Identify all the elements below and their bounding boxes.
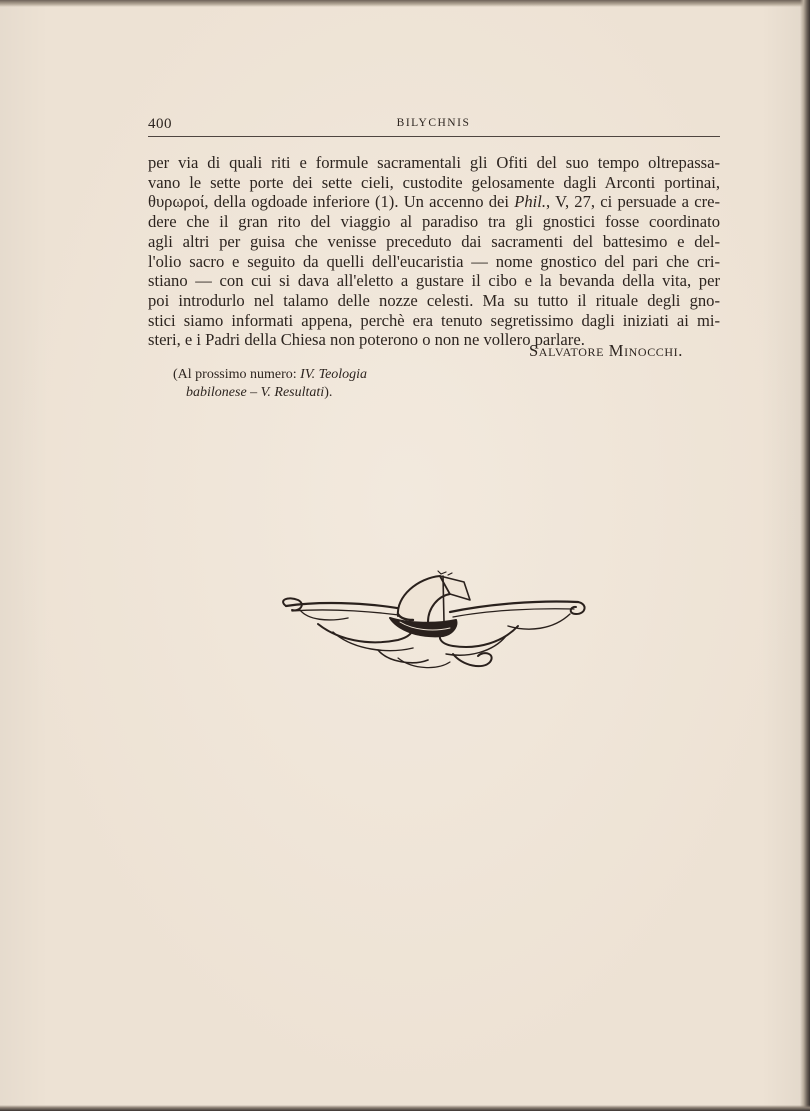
- page-top-edge: [0, 0, 810, 7]
- header-rule: [148, 136, 720, 137]
- text-line: l'olio sacro e seguito da quelli dell'eucaristia — nome gnostico del pari che cri-: [148, 251, 720, 271]
- text-line: poi introdurlo nel talamo delle nozze celesti. Ma su tutto il rituale degli gno-: [148, 290, 720, 310]
- page-bottom-edge: [0, 1105, 810, 1111]
- text-line: vano le sette porte dei sette cieli, custodite gelosamente dagli Arconti portinai,: [148, 172, 720, 192]
- next-issue-note: [173, 366, 433, 402]
- next-issue-line2: [173, 384, 433, 402]
- author-signature: Salvatore Minocchi.: [529, 341, 683, 360]
- journal-title: BILYCHNIS: [396, 117, 471, 129]
- page-number: 400: [148, 116, 172, 132]
- text-line: stici siamo informati appena, perchè era tenuto segretissimo dagli iniziati ai mi-: [148, 310, 720, 330]
- text-line: dere che il gran rito del viaggio al paradiso tra gli gnostici fosse coordinato: [148, 212, 720, 232]
- text-line: per via di quali riti e formule sacramentali gli Ofiti del suo tempo oltrepassa-: [148, 153, 720, 172]
- text-line: stiano — con cui si dava all'eletto a gustare il cibo e la bevanda della vita, per: [148, 271, 720, 291]
- text-line-end: , V, 27, ci persuade a cre-: [546, 192, 720, 212]
- next-issue-part5: babilonese – V. Resultati: [186, 385, 325, 400]
- page-right-edge: [800, 0, 810, 1111]
- phil-citation: Phil.: [514, 192, 547, 212]
- text-line: agli altri per guisa che venisse preceduto dai sacramenti del battesimo e del-: [148, 231, 720, 251]
- ship-on-waves-vignette: [278, 570, 588, 675]
- next-issue-part4: IV. Teologia: [300, 367, 368, 382]
- next-issue-prefix: (Al prossimo numero:: [173, 367, 301, 382]
- next-issue-suffix: ).: [324, 385, 333, 400]
- body-paragraph: [148, 153, 720, 350]
- text-line-start: θυρωροί, della ogdoade inferiore (1). Un accenno dei: [148, 192, 510, 212]
- running-head: [148, 116, 719, 138]
- text-line: steri, e i Padri della Chiesa non poterono o non ne vollero parlare.: [148, 330, 585, 350]
- text-line: [148, 192, 720, 212]
